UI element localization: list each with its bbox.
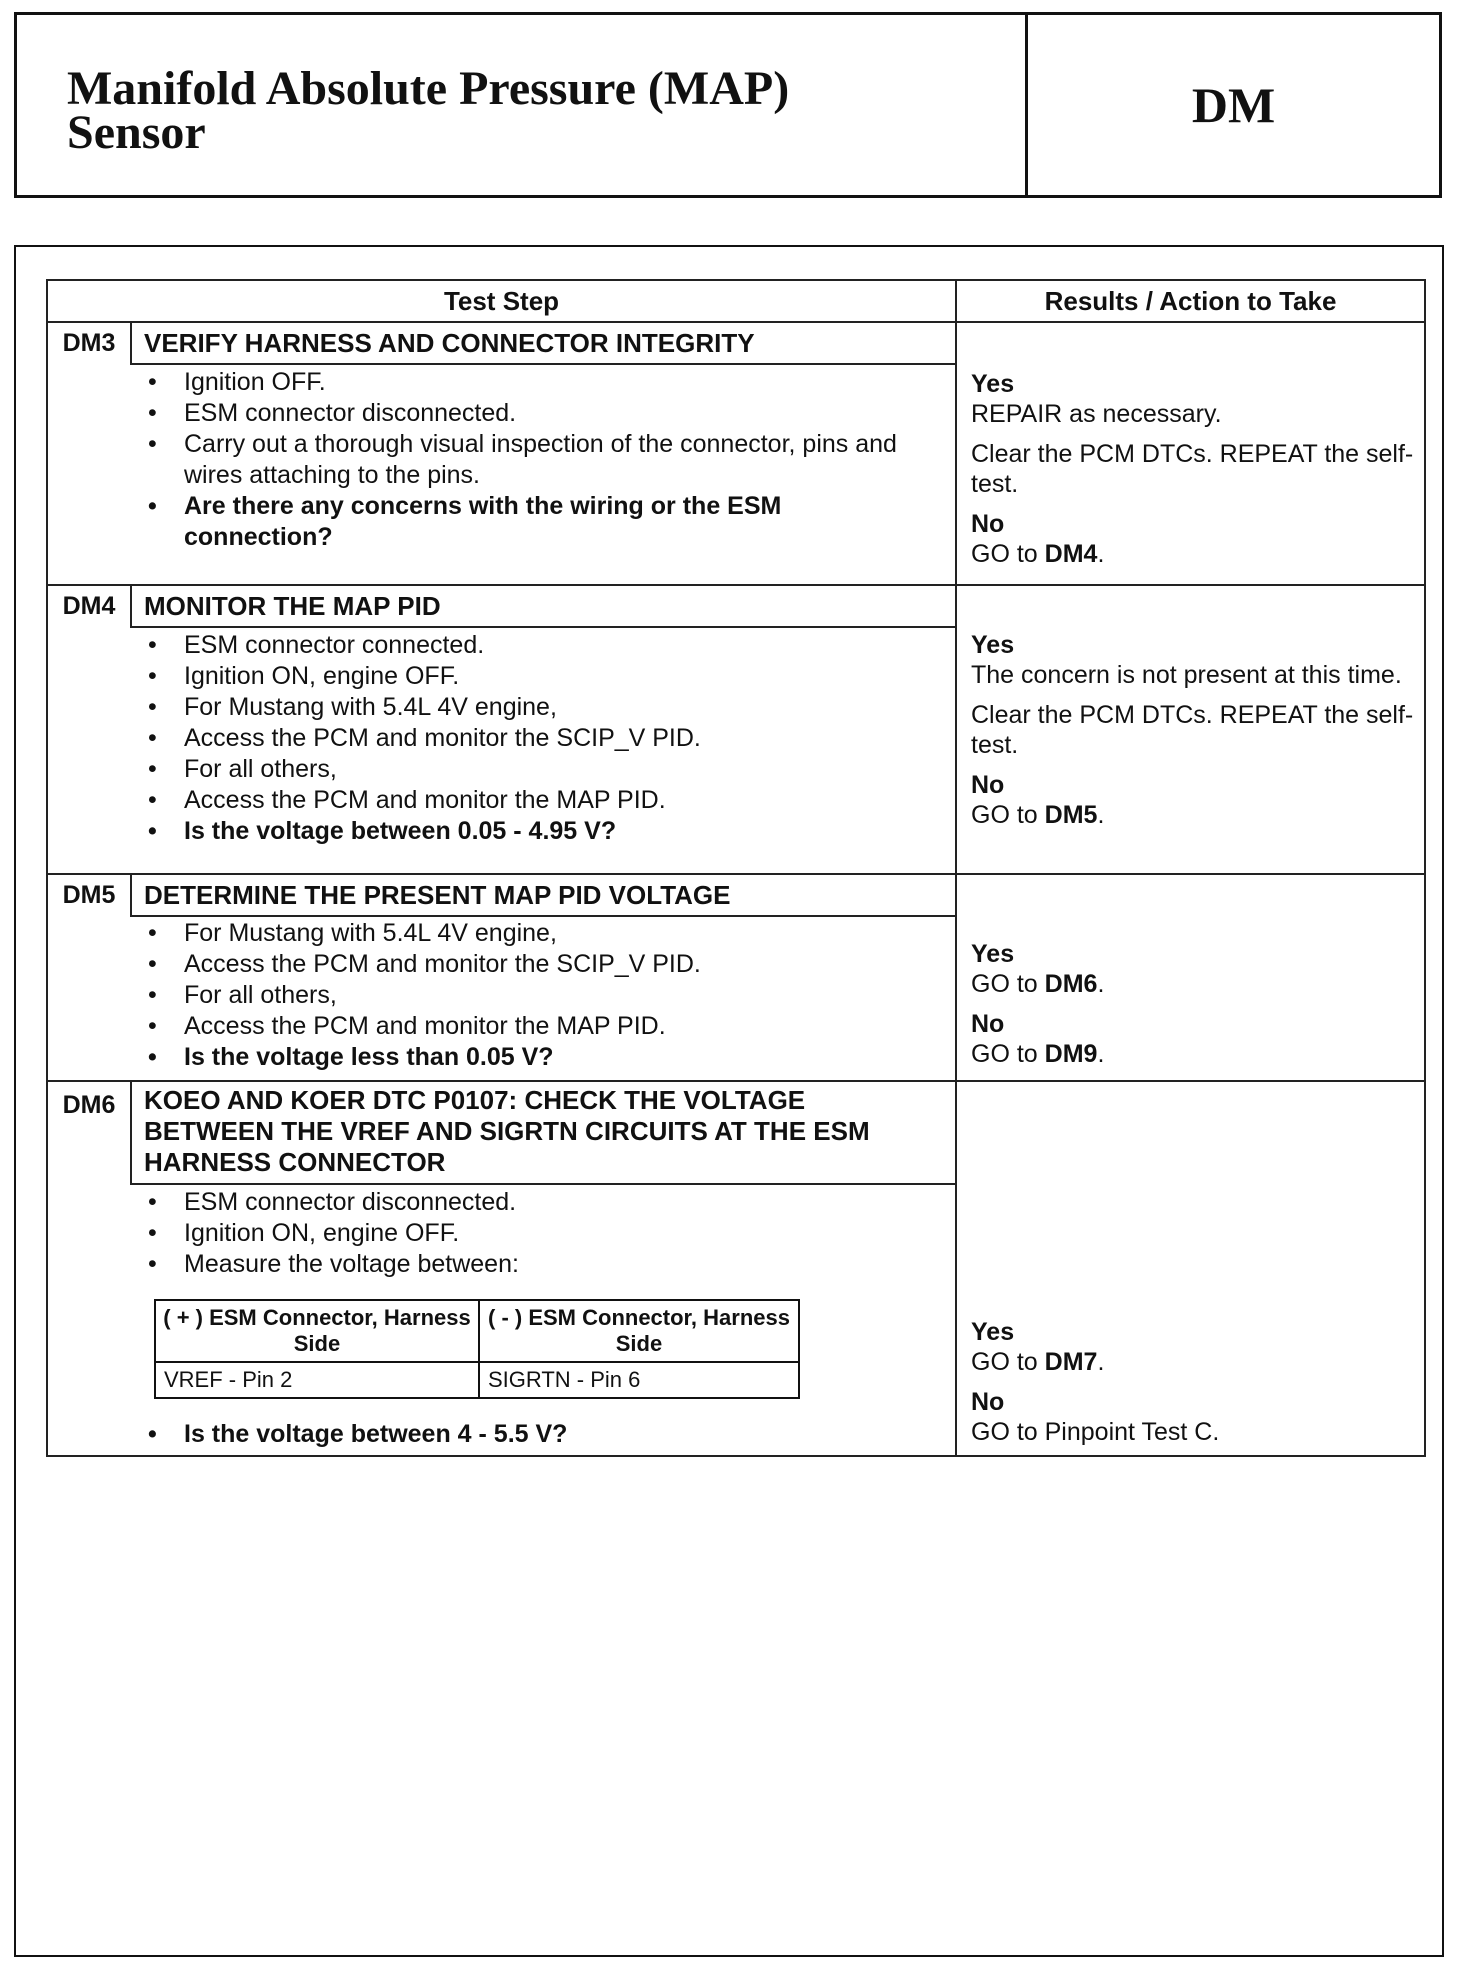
yes-action: Clear the PCM DTCs. REPEAT the self-test.: [971, 701, 1414, 759]
title-cell: [17, 15, 1028, 195]
step-id: DM3: [62, 329, 116, 357]
column-header-negative: ( - ) ESM Connector, Harness Side: [479, 1300, 799, 1362]
list-item: • Measure the voltage between:: [132, 1249, 932, 1280]
no-label: No: [971, 1388, 1005, 1416]
yes-action: [971, 1347, 1417, 1377]
step-instructions: [132, 1187, 932, 1280]
step-title: KOEO AND KOER DTC P0107: CHECK THE VOLTAGE BETWEEN THE VREF AND SIGRTN CIRCUITS AT THE ESM HARNESS CONNECTOR: [144, 1085, 870, 1177]
step-ref-link[interactable]: DM6: [1044, 970, 1098, 998]
title-line-2: Sensor: [67, 106, 206, 159]
list-item: • For Mustang with 5.4L 4V engine,: [132, 918, 932, 949]
yes-label: Yes: [971, 631, 1015, 659]
no-action-suffix: .: [1097, 801, 1105, 829]
yes-action: The concern is not present at this time.: [971, 661, 1402, 689]
list-item: • Access the PCM and monitor the MAP PID.: [132, 1011, 932, 1042]
yes-action: Clear the PCM DTCs. REPEAT the self-test.: [971, 440, 1414, 498]
table-cell: VREF - Pin 2: [155, 1362, 479, 1398]
step-question: • Are there any concerns with the wiring or the ESM connection?: [132, 491, 932, 553]
list-item: • ESM connector connected.: [132, 630, 932, 661]
list-item: • ESM connector disconnected.: [132, 1187, 932, 1218]
title-line-1: Manifold Absolute Pressure (MAP): [67, 62, 790, 115]
header-test-step: Test Step: [443, 286, 560, 316]
no-action-suffix: .: [1097, 1040, 1105, 1068]
yes-label: Yes: [971, 1318, 1015, 1346]
step-ref-link[interactable]: DM7: [1044, 1348, 1098, 1376]
title-rule-dm3: [130, 363, 955, 365]
title-rule-dm4: [130, 626, 955, 628]
step-question: • Is the voltage less than 0.05 V?: [132, 1042, 932, 1073]
step-question-wrap: [132, 1419, 932, 1450]
no-action[interactable]: GO to Pinpoint Test C.: [971, 1418, 1220, 1446]
no-action-prefix: GO to: [971, 1040, 1045, 1068]
no-label: No: [971, 510, 1005, 538]
step-results: [957, 630, 1417, 830]
list-item: • For Mustang with 5.4L 4V engine,: [132, 692, 932, 723]
pin-measurement-table: [154, 1299, 800, 1399]
yes-action-prefix: GO to: [971, 1348, 1045, 1376]
table-cell: SIGRTN - Pin 6: [479, 1362, 799, 1398]
no-action-prefix: GO to: [971, 801, 1045, 829]
yes-label: Yes: [971, 940, 1015, 968]
list-item: • For all others,: [132, 754, 932, 785]
no-label: No: [971, 771, 1005, 799]
rule-dm6: [48, 1080, 1424, 1082]
step-question: • Is the voltage between 4 - 5.5 V?: [132, 1419, 932, 1450]
list-item: • For all others,: [132, 980, 932, 1011]
step-instructions: [132, 630, 932, 847]
yes-label: Yes: [971, 370, 1015, 398]
list-item: • Ignition ON, engine OFF.: [132, 661, 932, 692]
title-rule-dm6: [130, 1183, 955, 1185]
no-action-prefix: GO to: [971, 540, 1045, 568]
yes-action-suffix: .: [1097, 1348, 1105, 1376]
no-action: [971, 539, 1417, 569]
list-item: • Access the PCM and monitor the SCIP_V PID.: [132, 723, 932, 754]
list-item: • Ignition OFF.: [132, 367, 932, 398]
step-title: MONITOR THE MAP PID: [144, 591, 441, 621]
list-item: • ESM connector disconnected.: [132, 398, 932, 429]
yes-action-prefix: GO to: [971, 970, 1045, 998]
step-ref-link[interactable]: DM4: [1044, 540, 1098, 568]
list-item: • Ignition ON, engine OFF.: [132, 1218, 932, 1249]
no-action: [971, 800, 1417, 830]
yes-action: [971, 969, 1417, 999]
column-header-positive: ( + ) ESM Connector, Harness Side: [155, 1300, 479, 1362]
no-action: [971, 1039, 1417, 1069]
step-id: DM5: [62, 881, 116, 909]
section-code: DM: [1191, 77, 1276, 133]
step-title: DETERMINE THE PRESENT MAP PID VOLTAGE: [144, 880, 731, 910]
step-id: DM4: [62, 592, 116, 620]
list-item: • Access the PCM and monitor the SCIP_V PID.: [132, 949, 932, 980]
step-results: [957, 1317, 1417, 1447]
list-item: • Access the PCM and monitor the MAP PID.: [132, 785, 932, 816]
yes-action: REPAIR as necessary.: [971, 400, 1222, 428]
step-title: VERIFY HARNESS AND CONNECTOR INTEGRITY: [144, 328, 755, 358]
step-ref-link[interactable]: DM5: [1044, 801, 1098, 829]
step-instructions: [132, 918, 932, 1073]
step-ref-link[interactable]: DM9: [1044, 1040, 1098, 1068]
title-block: [14, 12, 1442, 198]
step-question: • Is the voltage between 0.05 - 4.95 V?: [132, 816, 932, 847]
no-label: No: [971, 1010, 1005, 1038]
yes-action-suffix: .: [1097, 970, 1105, 998]
step-results: [957, 369, 1417, 569]
title-rule-dm5: [130, 915, 955, 917]
list-item: • Carry out a thorough visual inspection of the connector, pins and wires attaching to the pins.: [132, 429, 932, 491]
step-instructions: [132, 367, 932, 553]
page-title: [67, 62, 790, 159]
step-id: DM6: [62, 1091, 116, 1119]
no-action-suffix: .: [1097, 540, 1105, 568]
test-step-table: [46, 279, 1426, 1457]
step-results: [957, 939, 1417, 1069]
header-results: Results / Action to Take: [1044, 286, 1337, 316]
